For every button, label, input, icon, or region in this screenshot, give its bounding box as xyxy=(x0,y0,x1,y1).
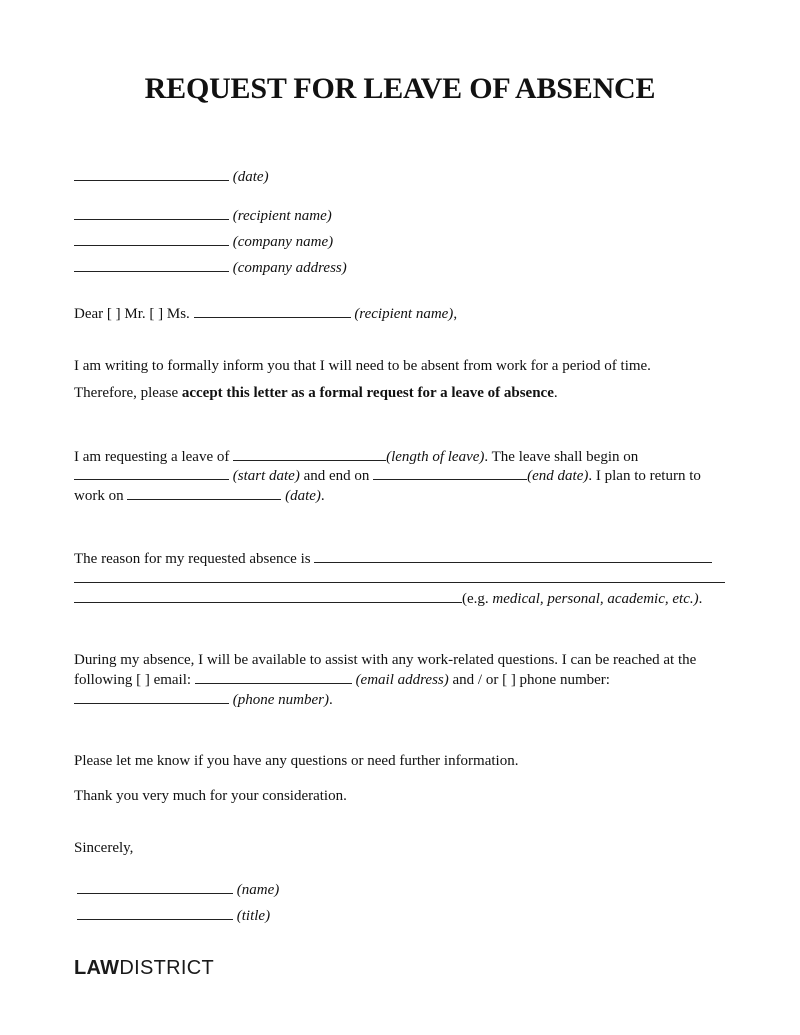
para3-line1: The reason for my requested absence is xyxy=(74,549,712,568)
recipient-field: (recipient name) xyxy=(74,206,332,225)
signature-title: (title) xyxy=(77,906,270,925)
para3-line3: (e.g. medical, personal, academic, etc.). xyxy=(74,589,702,608)
para4-line1: During my absence, I will be available to assist with any work-related questions. I can be reached at the xyxy=(74,652,697,668)
para6: Thank you very much for your consideration. xyxy=(74,788,347,804)
para4-line2: following [ ] email: (email address) and / or [ ] phone number: xyxy=(74,672,610,688)
lawdistrict-logo: LAWDISTRICT xyxy=(74,957,214,979)
recipient-blank[interactable] xyxy=(74,206,229,220)
closing: Sincerely, xyxy=(74,840,134,856)
reason-blank-2[interactable] xyxy=(74,569,725,583)
email-blank[interactable] xyxy=(195,670,352,684)
para1-line1: I am writing to formally inform you that I will need to be absent from work for a period of time. xyxy=(74,358,651,374)
start-date-blank[interactable] xyxy=(74,466,229,480)
address-blank[interactable] xyxy=(74,258,229,272)
phone-blank[interactable] xyxy=(74,690,229,704)
name-blank[interactable] xyxy=(77,880,233,894)
date-blank[interactable] xyxy=(74,167,229,181)
para1-line2: Therefore, please accept this letter as a formal request for a leave of absence. xyxy=(74,385,558,401)
document-title: REQUEST FOR LEAVE OF ABSENCE xyxy=(144,72,656,105)
salutation: Dear [ ] Mr. [ ] Ms. (recipient name), xyxy=(74,306,458,322)
reason-blank-1[interactable] xyxy=(314,549,712,563)
company-blank[interactable] xyxy=(74,232,229,246)
para3-line2 xyxy=(74,569,725,588)
length-blank[interactable] xyxy=(233,447,386,461)
signature-name: (name) xyxy=(77,880,279,899)
title-blank[interactable] xyxy=(77,906,233,920)
para5: Please let me know if you have any questions or need further information. xyxy=(74,753,519,769)
end-date-blank[interactable] xyxy=(373,466,527,480)
para2-line1: I am requesting a leave of (length of leave). The leave shall begin on xyxy=(74,449,639,465)
salutation-blank[interactable] xyxy=(194,304,351,318)
para2-line3: work on (date). xyxy=(74,488,325,504)
reason-blank-3[interactable] xyxy=(74,589,462,603)
company-field: (company name) xyxy=(74,232,333,251)
para4-line3: (phone number). xyxy=(74,690,333,709)
para2-line2: (start date) and end on (end date). I plan to return to xyxy=(74,466,701,485)
date-field: (date) xyxy=(74,167,269,186)
return-date-blank[interactable] xyxy=(127,486,281,500)
address-field: (company address) xyxy=(74,258,347,277)
